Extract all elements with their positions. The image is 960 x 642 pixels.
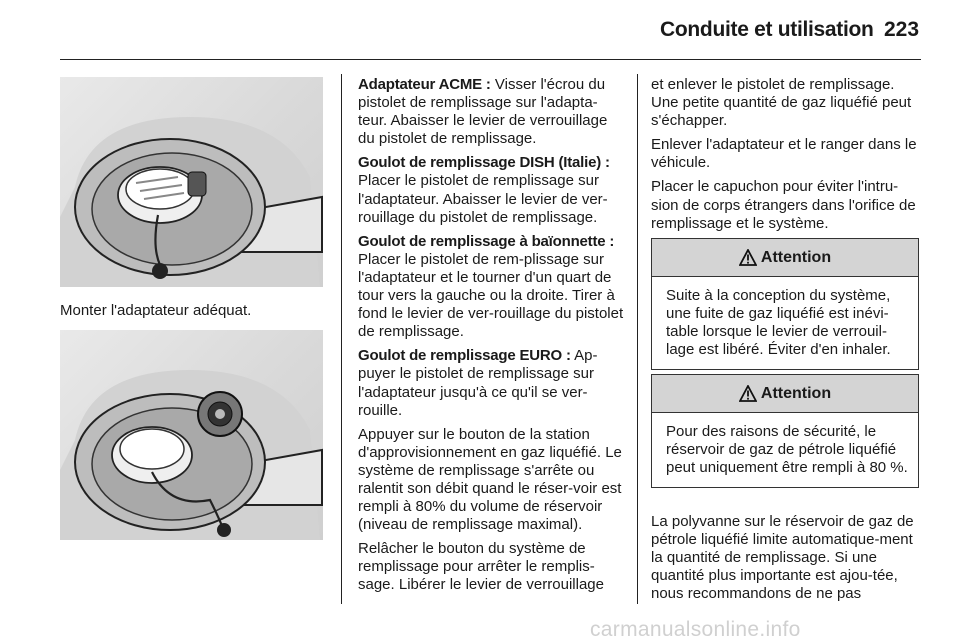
text-acme: Visser l'écrou du pistolet de remplissage sur l'adapta-teur. Abaisser le levier de verrouillage du pistolet de remplissage.	[358, 76, 608, 148]
illustration-fuel-flap	[60, 77, 323, 287]
paragraph-release-button: Relâcher le bouton du système de remplissage pour arrêter le remplis-sage. Libérer le levier de verrouillage	[358, 540, 604, 594]
footer-watermark: carmanualsonline.info	[590, 618, 801, 641]
header-rule	[60, 59, 921, 60]
paragraph-place-cap: Placer le capuchon pour éviter l'intru-sion de corps étrangers dans l'orifice de remplissage et le système.	[651, 178, 916, 232]
warning-triangle-icon	[739, 385, 757, 402]
paragraph-store-adapter: Enlever l'adaptateur et le ranger dans le véhicule.	[651, 136, 917, 172]
column-right-bottom	[651, 513, 922, 609]
page-number: 223	[884, 18, 920, 41]
column-divider-left	[341, 74, 342, 604]
paragraph-remove-pistol: et enlever le pistolet de remplissage. Une petite quantité de gaz liquéfié peut s'échapper.	[651, 76, 912, 130]
warning-title: Attention	[760, 384, 832, 402]
figure-adapter-mounted	[60, 330, 323, 540]
warning-header	[652, 375, 918, 413]
warning-text: Suite à la conception du système, une fuite de gaz liquéfié est inévi-table lorsque le levier de verrouil-lage est libéré. Éviter d'en inhaler.	[666, 287, 891, 359]
label-euro: Goulot de remplissage EURO :	[358, 347, 571, 365]
illustration-adapter	[60, 330, 323, 540]
paragraph-acme	[358, 76, 624, 148]
paragraph-station-button: Appuyer sur le bouton de la station d'approvisionnement en gaz liquéfié. Le système de remplissage s'arrête ou ralentit son débit quand le réser-voir est rempli à 80% du volume de réservoir (niveau de remplissage maximal).	[358, 425, 622, 534]
text-euro: Ap-puyer le pistolet de remplissage sur l'adaptateur jusqu'à ce qu'il se ver-rouille.	[358, 347, 598, 419]
label-acme: Adaptateur ACME :	[358, 76, 491, 93]
figure-fuel-door-open	[60, 77, 323, 287]
warning-text: Pour des raisons de sécurité, le réservoir de gaz de pétrole liquéfié peut uniquement être rempli à 80 %.	[666, 423, 908, 477]
figure-caption: Monter l'adaptateur adéquat.	[60, 302, 252, 319]
paragraph-dish	[358, 154, 624, 226]
warning-header	[652, 239, 918, 277]
column-middle	[358, 76, 624, 601]
text-dish: Placer le pistolet de remplissage sur l'adaptateur. Abaisser le levier de ver-rouillage du pistolet de remplissage.	[358, 172, 608, 226]
label-dish: Goulot de remplissage DISH (Italie) :	[358, 154, 610, 172]
column-divider-right	[637, 74, 638, 604]
column-right-top	[651, 76, 922, 239]
paragraph-euro	[358, 347, 624, 419]
warning-box-leak	[651, 238, 919, 370]
warning-title: Attention	[760, 248, 832, 266]
label-bayonet: Goulot de remplissage à baïonnette :	[358, 232, 615, 250]
text-bayonet: Placer le pistolet de rem-plissage sur l'adaptateur et le tourner d'un quart de tour vers la gauche ou la droite. Tirer à fond le levier de ver-rouillage du pistolet de remplissage.	[358, 250, 624, 341]
header-title: Conduite et utilisation	[660, 18, 874, 41]
warning-triangle-icon	[739, 249, 757, 266]
paragraph-polyvalve: La polyvanne sur le réservoir de gaz de pétrole liquéfié limite automatique-ment la quantité de remplissage. Si une quantité plus importante est ajou-tée, nous recommandons de ne pas	[651, 513, 914, 603]
paragraph-bayonet	[358, 233, 624, 342]
warning-box-fill-limit	[651, 374, 919, 488]
